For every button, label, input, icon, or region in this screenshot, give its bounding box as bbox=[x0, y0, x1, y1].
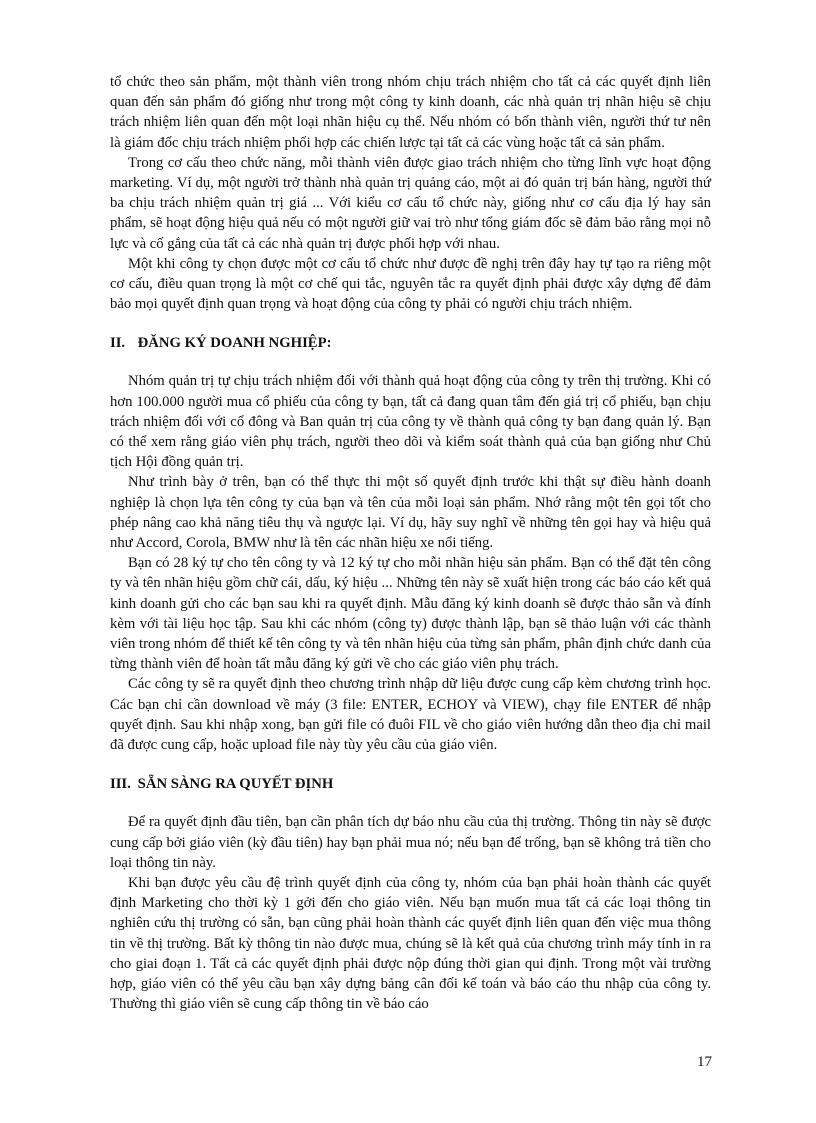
section-title: SẴN SÀNG RA QUYẾT ĐỊNH bbox=[137, 776, 334, 793]
paragraph: Các công ty sẽ ra quyết định theo chương trình nhập dữ liệu được cung cấp kèm chương trình học. Các bạn chỉ cần download về máy (3 file: ENTER, ECHOY và VIEW), chạy file ENTER để nhập quyết định. Sau khi nhập xong, bạn gửi file có đuôi FIL về cho giáo viên hướng dẫn theo địa chỉ mail đã được cung cấp, hoặc upload file này tùy yêu cầu của giáo viên. bbox=[110, 676, 711, 754]
page-body bbox=[110, 72, 711, 1014]
paragraph: Để ra quyết định đầu tiên, bạn cần phân tích dự báo nhu cầu của thị trường. Thông tin này sẽ được cung cấp bởi giáo viên (kỳ đầu tiên) hay bạn phải mua nó; nếu bạn để trống, bạn sẽ không trả tiền cho loại thông tin này. bbox=[110, 814, 711, 871]
page-number: 17 bbox=[697, 1054, 712, 1070]
section-heading-3 bbox=[110, 774, 711, 794]
paragraph: Trong cơ cấu theo chức năng, mỗi thành viên được giao trách nhiệm cho từng lĩnh vực hoạt động marketing. Ví dụ, một người trở thành nhà quản trị quảng cáo, một ai đó quản trị bán hàng, người thứ ba chịu trách nhiệm quản trị giá ... Với kiểu cơ cấu tổ chức này, giống như cơ cấu địa lý hay sản phẩm, sẽ hoạt động hiệu quả nếu có một người giữ vai trò như tổng giám đốc sẽ đảm bảo rằng mọi nỗ lực và cố gắng của tất cả các nhà quản trị được phối hợp với nhau. bbox=[110, 154, 711, 252]
paragraph: tổ chức theo sản phẩm, một thành viên trong nhóm chịu trách nhiệm cho tất cả các quyết định liên quan đến sản phẩm đó giống như trong một công ty kinh doanh, các nhà quản trị nhãn hiệu sẽ chịu trách nhiệm liên quan đến một loại nhãn hiệu cụ thể. Nếu nhóm có bốn thành viên, người thứ tư nên là giám đốc chịu trách nhiệm phối hợp các chiến lược tại tất cả các vùng hoặc tất cả sản phẩm. bbox=[110, 74, 711, 151]
paragraph: Bạn có 28 ký tự cho tên công ty và 12 ký tự cho mỗi nhãn hiệu sản phẩm. Bạn có thể đặt tên công ty và tên nhãn hiệu gồm chữ cái, dấu, ký hiệu ... Những tên này sẽ xuất hiện trong các báo cáo kết quả kinh doanh gửi cho các bạn sau khi ra quyết định. Mẫu đăng ký kinh doanh sẽ được thảo sẵn và đính kèm với tài liệu học tập. Sau khi các nhóm (công ty) được thành lập, bạn sẽ thảo luận với các thành viên trong nhóm để thiết kế tên công ty và tên nhãn hiệu của từng sản phẩm, phân định chức danh của từng thành viên để hoàn tất mẫu đăng ký gửi về cho các giáo viên phụ trách. bbox=[110, 555, 711, 673]
section-heading-2 bbox=[110, 333, 711, 353]
section-number: II. bbox=[110, 335, 126, 352]
section-number: III. bbox=[110, 776, 131, 793]
section-title: ĐĂNG KÝ DOANH NGHIỆP: bbox=[137, 335, 332, 352]
paragraph: Một khi công ty chọn được một cơ cấu tổ chức như được đề nghị trên đây hay tự tạo ra riêng một cơ cấu, điều quan trọng là một cơ chế qui tắc, nguyên tắc ra quyết định phải được xây dựng để đảm bảo mọi quyết định quan trọng và hoạt động của công ty phải có người chịu trách nhiệm. bbox=[110, 255, 711, 313]
paragraph: Nhóm quản trị tự chịu trách nhiệm đối với thành quả hoạt động của công ty trên thị trường. Khi có hơn 100.000 người mua cổ phiếu của công ty bạn, tất cả đang quan tâm đến giá trị cổ phiếu, bạn chịu trách nhiệm đối với cổ đông và Ban quản trị của công ty về thành quả công ty bạn đang quản lý. Bạn có thể xem rằng giáo viên phụ trách, người theo dõi và kiểm soát thành quả của bạn giống như Chủ tịch Hội đồng quản trị. bbox=[110, 373, 711, 471]
paragraph: Như trình bày ở trên, bạn có thể thực thi một số quyết định trước khi thật sự điều hành doanh nghiệp là chọn lựa tên công ty của bạn và tên của mỗi loại sản phẩm. Nhớ rằng một tên gọi tốt cho phép nâng cao khả năng tiêu thụ và ngược lại. Ví dụ, hãy suy nghĩ về những tên gọi hay và hiệu quả như Accord, Corola, BMW như là tên các nhãn hiệu xe nổi tiếng. bbox=[110, 474, 711, 552]
paragraph: Khi bạn được yêu cầu đệ trình quyết định của công ty, nhóm của bạn phải hoàn thành các quyết định Marketing cho thời kỳ 1 gởi đến cho giáo viên. Nếu bạn muốn mua tất cả các loại thông tin nghiên cứu thị trường có sẵn, bạn cũng phải hoàn thành các quyết định liên quan đến việc mua thông tin về thị trường. Bất kỳ thông tin nào được mua, chúng sẽ là kết quả của chương trình máy tính in ra cho giai đoạn 1. Tất cả các quyết định phải được nộp đúng thời gian qui định. Trong một vài trường hợp, giáo viên có thể yêu cầu bạn xây dựng bảng cân đối kế toán và báo cáo thu nhập của công ty. Thường thì giáo viên sẽ cung cấp thông tin về báo cáo bbox=[110, 874, 711, 1013]
